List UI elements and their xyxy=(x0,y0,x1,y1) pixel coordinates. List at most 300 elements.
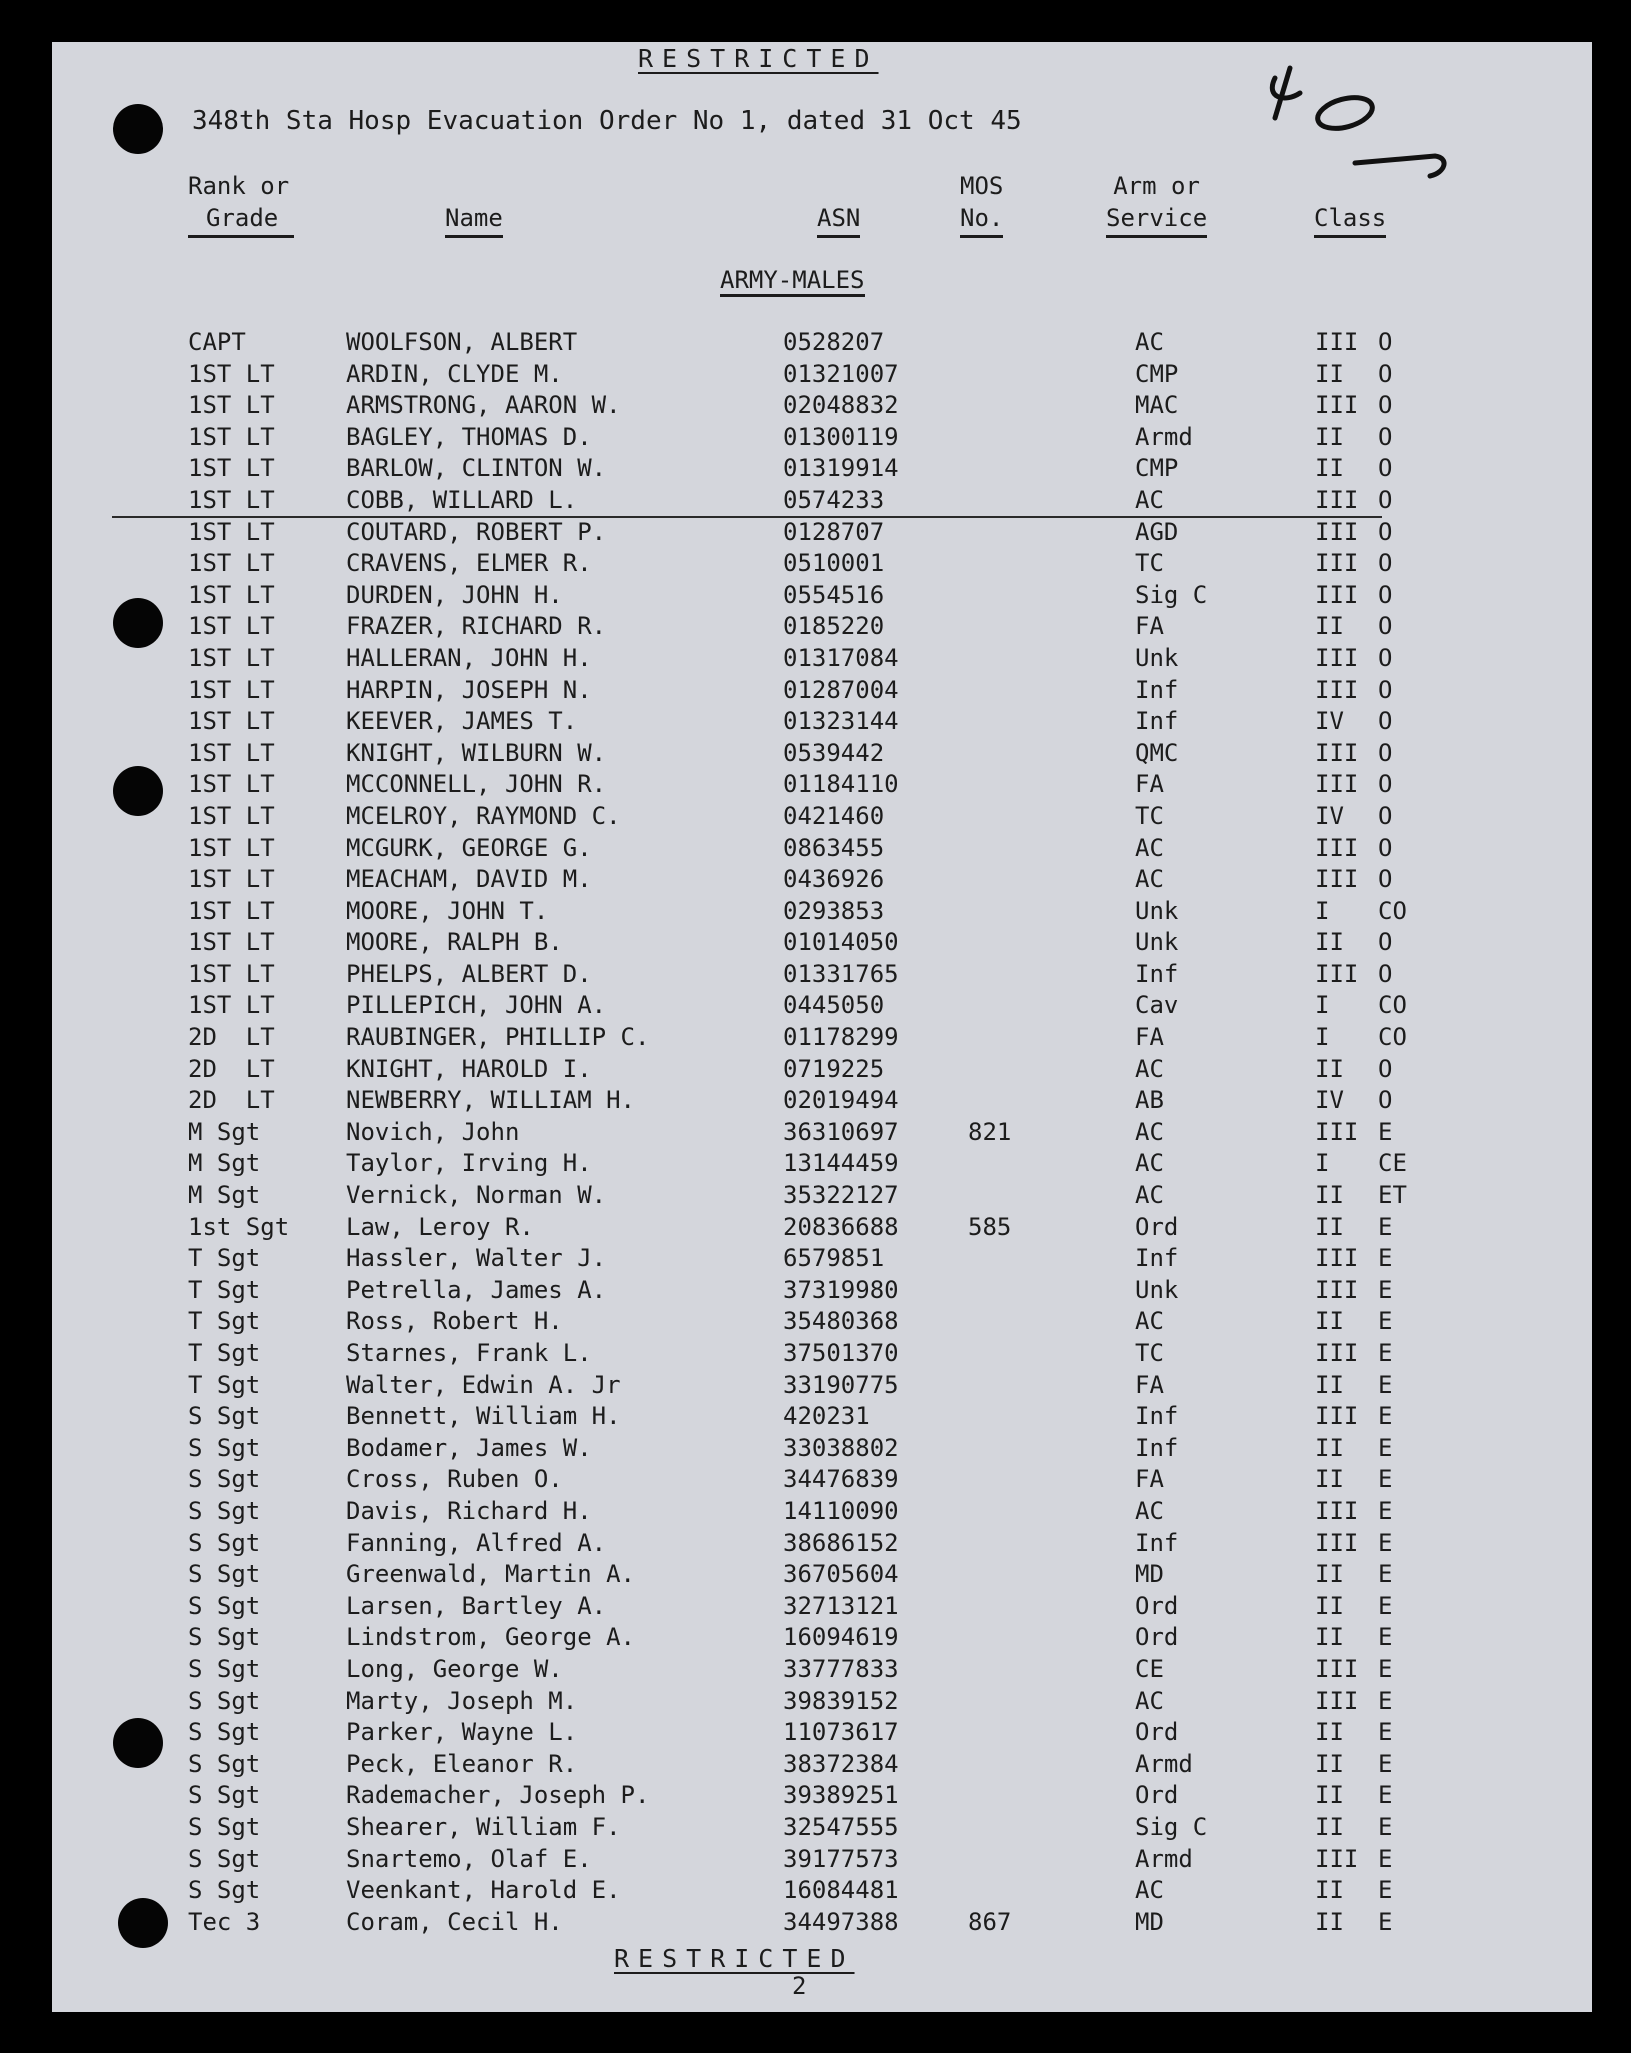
name-cell: NEWBERRY, WILLIAM H. xyxy=(346,1086,635,1115)
class-suffix-cell: E xyxy=(1378,1654,1393,1683)
rank-cell: S Sgt xyxy=(188,1528,261,1557)
name-cell: Coram, Cecil H. xyxy=(346,1907,563,1936)
class-cell: III xyxy=(1315,738,1359,767)
asn-cell: 01300119 xyxy=(783,422,899,451)
table-row xyxy=(0,928,1631,960)
table-row xyxy=(0,739,1631,771)
arm-cell: Unk xyxy=(1135,928,1179,957)
class-suffix-cell: E xyxy=(1378,1496,1393,1525)
asn-cell: 0528207 xyxy=(783,328,885,356)
name-cell: MEACHAM, DAVID M. xyxy=(346,865,592,894)
col-header-arm: Arm or Service xyxy=(1106,170,1207,238)
class-suffix-cell: O xyxy=(1378,549,1393,578)
rank-cell: S Sgt xyxy=(188,1560,261,1589)
table-row xyxy=(0,1402,1631,1434)
class-cell: II xyxy=(1315,1749,1344,1778)
rank-cell: S Sgt xyxy=(188,1876,261,1905)
name-cell: HARPIN, JOSEPH N. xyxy=(346,675,592,704)
rank-cell: M Sgt xyxy=(188,1117,261,1146)
handwritten-annotation xyxy=(1245,58,1465,198)
table-row xyxy=(0,1845,1631,1877)
asn-cell: 39177573 xyxy=(783,1844,899,1873)
rank-cell: T Sgt xyxy=(188,1244,261,1273)
class-suffix-cell: E xyxy=(1378,1623,1393,1652)
rank-cell: 1ST LT xyxy=(188,391,275,420)
arm-cell: FA xyxy=(1135,770,1164,799)
rank-cell: 1ST LT xyxy=(188,707,275,736)
asn-cell: 0719225 xyxy=(783,1054,885,1083)
table-row xyxy=(0,1813,1631,1845)
table-row xyxy=(0,802,1631,834)
arm-cell: FA xyxy=(1135,1023,1164,1052)
asn-cell: 36705604 xyxy=(783,1560,899,1589)
class-suffix-cell: O xyxy=(1378,391,1393,420)
asn-cell: 01331765 xyxy=(783,959,899,988)
asn-cell: 0128707 xyxy=(783,517,885,546)
table-row xyxy=(0,1497,1631,1529)
name-cell: Peck, Eleanor R. xyxy=(346,1749,578,1778)
class-cell: II xyxy=(1315,1812,1344,1841)
table-row xyxy=(0,581,1631,613)
class-cell: II xyxy=(1315,1465,1344,1494)
class-cell: II xyxy=(1315,1212,1344,1241)
arm-cell: AC xyxy=(1135,833,1164,862)
class-suffix-cell: O xyxy=(1378,801,1393,830)
asn-cell: 13144459 xyxy=(783,1149,899,1178)
class-suffix-cell: E xyxy=(1378,1244,1393,1273)
asn-cell: 01317084 xyxy=(783,643,899,672)
class-suffix-cell: E xyxy=(1378,1339,1393,1367)
class-cell: III xyxy=(1315,1275,1359,1304)
col-header-mos: MOS No. xyxy=(960,170,1003,238)
class-suffix-cell: E xyxy=(1378,1844,1393,1873)
rank-cell: 1ST LT xyxy=(188,549,275,578)
table-row xyxy=(0,960,1631,992)
arm-cell: Unk xyxy=(1135,643,1179,672)
asn-cell: 37501370 xyxy=(783,1339,899,1367)
class-suffix-cell: E xyxy=(1378,1907,1393,1936)
arm-cell: Cav xyxy=(1135,991,1179,1020)
rank-cell: S Sgt xyxy=(188,1686,261,1715)
table-row xyxy=(0,1213,1631,1245)
asn-cell: 35322127 xyxy=(783,1181,899,1210)
class-suffix-cell: CE xyxy=(1378,1149,1407,1178)
table-row xyxy=(0,612,1631,644)
class-cell: II xyxy=(1315,1054,1344,1083)
arm-cell: AC xyxy=(1135,1054,1164,1083)
name-cell: MOORE, RALPH B. xyxy=(346,928,563,957)
arm-cell: AC xyxy=(1135,1307,1164,1336)
class-suffix-cell: E xyxy=(1378,1781,1393,1810)
asn-cell: 33190775 xyxy=(783,1370,899,1399)
table-row xyxy=(0,1781,1631,1813)
class-cell: III xyxy=(1315,1117,1359,1146)
name-cell: Shearer, William F. xyxy=(346,1812,621,1841)
arm-cell: Armd xyxy=(1135,1749,1193,1778)
name-cell: ARDIN, CLYDE M. xyxy=(346,359,563,388)
table-row xyxy=(0,644,1631,676)
rank-cell: 1ST LT xyxy=(188,896,275,925)
arm-cell: Sig C xyxy=(1135,1812,1208,1841)
rank-cell: S Sgt xyxy=(188,1844,261,1873)
rank-cell: S Sgt xyxy=(188,1496,261,1525)
header-restricted-mark: RESTRICTED xyxy=(638,44,879,73)
class-suffix-cell: E xyxy=(1378,1402,1393,1431)
arm-cell: AGD xyxy=(1135,517,1179,546)
col-header-class: Class xyxy=(1314,202,1386,238)
name-cell: COUTARD, ROBERT P. xyxy=(346,517,607,546)
asn-cell: 32547555 xyxy=(783,1812,899,1841)
class-cell: III xyxy=(1315,1844,1359,1873)
name-cell: Taylor, Irving H. xyxy=(346,1149,592,1178)
rank-cell: 1ST LT xyxy=(188,454,275,483)
arm-cell: AC xyxy=(1135,1181,1164,1210)
table-row xyxy=(0,865,1631,897)
asn-cell: 0445050 xyxy=(783,991,885,1020)
table-row xyxy=(0,1750,1631,1782)
name-cell: Larsen, Bartley A. xyxy=(346,1591,607,1620)
divider-line xyxy=(112,516,1382,518)
rank-cell: 1ST LT xyxy=(188,359,275,388)
name-cell: Long, George W. xyxy=(346,1654,563,1683)
class-cell: II xyxy=(1315,1181,1344,1210)
class-suffix-cell: CO xyxy=(1378,991,1407,1020)
table-row xyxy=(0,328,1631,360)
class-cell: II xyxy=(1315,1718,1344,1747)
col-header-rank: Rank or Grade xyxy=(188,170,294,238)
rank-cell: S Sgt xyxy=(188,1718,261,1747)
class-cell: III xyxy=(1315,1528,1359,1557)
arm-cell: FA xyxy=(1135,1370,1164,1399)
personnel-list xyxy=(0,328,1631,1939)
table-row xyxy=(0,770,1631,802)
rank-cell: T Sgt xyxy=(188,1307,261,1336)
class-cell: III xyxy=(1315,833,1359,862)
table-row xyxy=(0,1086,1631,1118)
name-cell: MCGURK, GEORGE G. xyxy=(346,833,592,862)
class-suffix-cell: O xyxy=(1378,612,1393,641)
table-row xyxy=(0,834,1631,866)
asn-cell: 34476839 xyxy=(783,1465,899,1494)
rank-cell: Tec 3 xyxy=(188,1907,261,1936)
asn-cell: 32713121 xyxy=(783,1591,899,1620)
asn-cell: 02019494 xyxy=(783,1086,899,1115)
mos-cell: 585 xyxy=(968,1212,1012,1241)
arm-cell: TC xyxy=(1135,801,1164,830)
class-suffix-cell: E xyxy=(1378,1433,1393,1462)
table-row xyxy=(0,1149,1631,1181)
arm-cell: MD xyxy=(1135,1907,1164,1936)
asn-cell: 01323144 xyxy=(783,707,899,736)
rank-cell: 2D LT xyxy=(188,1023,275,1052)
asn-cell: 33038802 xyxy=(783,1433,899,1462)
arm-cell: Ord xyxy=(1135,1212,1179,1241)
arm-cell: Ord xyxy=(1135,1623,1179,1652)
class-cell: IV xyxy=(1315,801,1344,830)
name-cell: PILLEPICH, JOHN A. xyxy=(346,991,607,1020)
table-row xyxy=(0,1908,1631,1940)
asn-cell: 0421460 xyxy=(783,801,885,830)
table-row xyxy=(0,707,1631,739)
rank-cell: T Sgt xyxy=(188,1339,261,1367)
name-cell: ARMSTRONG, AARON W. xyxy=(346,391,621,420)
class-suffix-cell: E xyxy=(1378,1686,1393,1715)
mos-cell: 821 xyxy=(968,1117,1012,1146)
footer-restricted-mark: RESTRICTED xyxy=(614,1944,855,1973)
arm-cell: FA xyxy=(1135,1465,1164,1494)
class-suffix-cell: O xyxy=(1378,517,1393,546)
table-row xyxy=(0,1307,1631,1339)
class-cell: II xyxy=(1315,422,1344,451)
class-suffix-cell: O xyxy=(1378,833,1393,862)
class-suffix-cell: E xyxy=(1378,1718,1393,1747)
name-cell: Hassler, Walter J. xyxy=(346,1244,607,1273)
rank-cell: 2D LT xyxy=(188,1086,275,1115)
arm-cell: CMP xyxy=(1135,454,1179,483)
mos-cell: 867 xyxy=(968,1907,1012,1936)
arm-cell: CE xyxy=(1135,1654,1164,1683)
table-row xyxy=(0,1434,1631,1466)
table-row xyxy=(0,991,1631,1023)
class-cell: III xyxy=(1315,1402,1359,1431)
arm-cell: AC xyxy=(1135,865,1164,894)
rank-cell: 1ST LT xyxy=(188,928,275,957)
table-row xyxy=(0,1465,1631,1497)
class-suffix-cell: O xyxy=(1378,959,1393,988)
arm-cell: AC xyxy=(1135,1149,1164,1178)
rank-cell: 1ST LT xyxy=(188,833,275,862)
class-cell: I xyxy=(1315,1023,1330,1052)
class-cell: III xyxy=(1315,675,1359,704)
name-cell: BARLOW, CLINTON W. xyxy=(346,454,607,483)
rank-cell: 1ST LT xyxy=(188,612,275,641)
rank-cell: S Sgt xyxy=(188,1654,261,1683)
name-cell: Novich, John xyxy=(346,1117,520,1146)
asn-cell: 0863455 xyxy=(783,833,885,862)
name-cell: MOORE, JOHN T. xyxy=(346,896,549,925)
class-suffix-cell: O xyxy=(1378,738,1393,767)
asn-cell: 33777833 xyxy=(783,1654,899,1683)
class-cell: I xyxy=(1315,896,1330,925)
class-cell: II xyxy=(1315,1907,1344,1936)
table-row xyxy=(0,1592,1631,1624)
class-cell: II xyxy=(1315,1591,1344,1620)
name-cell: Ross, Robert H. xyxy=(346,1307,563,1336)
name-cell: Vernick, Norman W. xyxy=(346,1181,607,1210)
class-cell: II xyxy=(1315,612,1344,641)
name-cell: Cross, Ruben O. xyxy=(346,1465,563,1494)
name-cell: WOOLFSON, ALBERT xyxy=(346,328,578,356)
class-cell: IV xyxy=(1315,707,1344,736)
class-cell: II xyxy=(1315,1307,1344,1336)
name-cell: KNIGHT, HAROLD I. xyxy=(346,1054,592,1083)
arm-cell: MD xyxy=(1135,1560,1164,1589)
rank-cell: 1ST LT xyxy=(188,422,275,451)
arm-cell: Ord xyxy=(1135,1718,1179,1747)
class-suffix-cell: E xyxy=(1378,1876,1393,1905)
rank-cell: S Sgt xyxy=(188,1749,261,1778)
arm-cell: Ord xyxy=(1135,1781,1179,1810)
class-suffix-cell: E xyxy=(1378,1117,1393,1146)
rank-cell: S Sgt xyxy=(188,1465,261,1494)
arm-cell: Inf xyxy=(1135,707,1179,736)
rank-cell: 1ST LT xyxy=(188,517,275,546)
name-cell: Walter, Edwin A. Jr xyxy=(346,1370,621,1399)
asn-cell: 16084481 xyxy=(783,1876,899,1905)
arm-cell: Inf xyxy=(1135,1402,1179,1431)
class-suffix-cell: O xyxy=(1378,485,1393,514)
arm-cell: Sig C xyxy=(1135,580,1208,609)
asn-cell: 35480368 xyxy=(783,1307,899,1336)
name-cell: MCELROY, RAYMOND C. xyxy=(346,801,621,830)
table-row xyxy=(0,1718,1631,1750)
class-cell: II xyxy=(1315,1370,1344,1399)
table-row xyxy=(0,486,1631,518)
name-cell: KEEVER, JAMES T. xyxy=(346,707,578,736)
asn-cell: 0185220 xyxy=(783,612,885,641)
rank-cell: 1st Sgt xyxy=(188,1212,290,1241)
class-suffix-cell: O xyxy=(1378,454,1393,483)
asn-cell: 0510001 xyxy=(783,549,885,578)
name-cell: COBB, WILLARD L. xyxy=(346,485,578,514)
asn-cell: 01319914 xyxy=(783,454,899,483)
rank-cell: T Sgt xyxy=(188,1275,261,1304)
table-row xyxy=(0,1529,1631,1561)
class-suffix-cell: O xyxy=(1378,328,1393,356)
rank-cell: 1ST LT xyxy=(188,770,275,799)
asn-cell: 01184110 xyxy=(783,770,899,799)
asn-cell: 0554516 xyxy=(783,580,885,609)
class-suffix-cell: O xyxy=(1378,770,1393,799)
name-cell: BAGLEY, THOMAS D. xyxy=(346,422,592,451)
table-row xyxy=(0,1655,1631,1687)
class-cell: III xyxy=(1315,549,1359,578)
name-cell: Law, Leroy R. xyxy=(346,1212,534,1241)
name-cell: Parker, Wayne L. xyxy=(346,1718,578,1747)
asn-cell: 34497388 xyxy=(783,1907,899,1936)
table-row xyxy=(0,1623,1631,1655)
arm-cell: TC xyxy=(1135,1339,1164,1367)
rank-cell: 1ST LT xyxy=(188,801,275,830)
section-title: ARMY-MALES xyxy=(720,266,865,297)
class-suffix-cell: E xyxy=(1378,1275,1393,1304)
arm-cell: Armd xyxy=(1135,422,1193,451)
asn-cell: 20836688 xyxy=(783,1212,899,1241)
name-cell: CRAVENS, ELMER R. xyxy=(346,549,592,578)
class-cell: III xyxy=(1315,770,1359,799)
class-cell: III xyxy=(1315,485,1359,514)
class-suffix-cell: O xyxy=(1378,928,1393,957)
table-row xyxy=(0,1244,1631,1276)
class-suffix-cell: E xyxy=(1378,1465,1393,1494)
table-row xyxy=(0,1339,1631,1371)
rank-cell: 1ST LT xyxy=(188,865,275,894)
arm-cell: Inf xyxy=(1135,959,1179,988)
asn-cell: 0436926 xyxy=(783,865,885,894)
col-header-name: Name xyxy=(445,202,503,238)
name-cell: PHELPS, ALBERT D. xyxy=(346,959,592,988)
name-cell: Starnes, Frank L. xyxy=(346,1339,592,1367)
arm-cell: Unk xyxy=(1135,1275,1179,1304)
class-suffix-cell: E xyxy=(1378,1560,1393,1589)
asn-cell: 38372384 xyxy=(783,1749,899,1778)
table-row xyxy=(0,1687,1631,1719)
arm-cell: AB xyxy=(1135,1086,1164,1115)
class-cell: I xyxy=(1315,991,1330,1020)
document-title: 348th Sta Hosp Evacuation Order No 1, dated 31 Oct 45 xyxy=(192,106,1022,136)
rank-cell: 1ST LT xyxy=(188,738,275,767)
rank-cell: 1ST LT xyxy=(188,643,275,672)
table-row xyxy=(0,1276,1631,1308)
rank-cell: 1ST LT xyxy=(188,991,275,1020)
class-suffix-cell: O xyxy=(1378,1054,1393,1083)
arm-cell: Inf xyxy=(1135,1433,1179,1462)
table-row xyxy=(0,423,1631,455)
class-cell: III xyxy=(1315,1654,1359,1683)
class-cell: II xyxy=(1315,1560,1344,1589)
table-row xyxy=(0,1181,1631,1213)
asn-cell: 16094619 xyxy=(783,1623,899,1652)
asn-cell: 39839152 xyxy=(783,1686,899,1715)
arm-cell: QMC xyxy=(1135,738,1179,767)
asn-cell: 14110090 xyxy=(783,1496,899,1525)
class-suffix-cell: O xyxy=(1378,675,1393,704)
arm-cell: TC xyxy=(1135,549,1164,578)
arm-cell: AC xyxy=(1135,328,1164,356)
class-cell: III xyxy=(1315,1244,1359,1273)
table-row xyxy=(0,1560,1631,1592)
table-row xyxy=(0,1023,1631,1055)
asn-cell: 01321007 xyxy=(783,359,899,388)
class-suffix-cell: O xyxy=(1378,707,1393,736)
asn-cell: 01178299 xyxy=(783,1023,899,1052)
rank-cell: M Sgt xyxy=(188,1181,261,1210)
name-cell: Greenwald, Martin A. xyxy=(346,1560,635,1589)
table-row xyxy=(0,1055,1631,1087)
class-cell: II xyxy=(1315,1433,1344,1462)
class-cell: III xyxy=(1315,580,1359,609)
rank-cell: S Sgt xyxy=(188,1591,261,1620)
class-cell: II xyxy=(1315,1623,1344,1652)
page-number: 2 xyxy=(792,1972,807,2000)
arm-cell: FA xyxy=(1135,612,1164,641)
asn-cell: 37319980 xyxy=(783,1275,899,1304)
class-cell: III xyxy=(1315,1496,1359,1525)
table-row xyxy=(0,1118,1631,1150)
class-suffix-cell: E xyxy=(1378,1591,1393,1620)
name-cell: Bodamer, James W. xyxy=(346,1433,592,1462)
class-cell: II xyxy=(1315,1876,1344,1905)
arm-cell: MAC xyxy=(1135,391,1179,420)
arm-cell: AC xyxy=(1135,485,1164,514)
class-suffix-cell: E xyxy=(1378,1212,1393,1241)
arm-cell: Inf xyxy=(1135,1528,1179,1557)
name-cell: KNIGHT, WILBURN W. xyxy=(346,738,607,767)
rank-cell: S Sgt xyxy=(188,1433,261,1462)
table-row xyxy=(0,391,1631,423)
rank-cell: 1ST LT xyxy=(188,675,275,704)
asn-cell: 0539442 xyxy=(783,738,885,767)
rank-cell: CAPT xyxy=(188,328,246,356)
class-suffix-cell: E xyxy=(1378,1812,1393,1841)
rank-cell: 1ST LT xyxy=(188,485,275,514)
rank-cell: 1ST LT xyxy=(188,580,275,609)
class-suffix-cell: O xyxy=(1378,359,1393,388)
class-cell: III xyxy=(1315,959,1359,988)
rank-cell: 2D LT xyxy=(188,1054,275,1083)
name-cell: MCCONNELL, JOHN R. xyxy=(346,770,607,799)
table-row xyxy=(0,518,1631,550)
